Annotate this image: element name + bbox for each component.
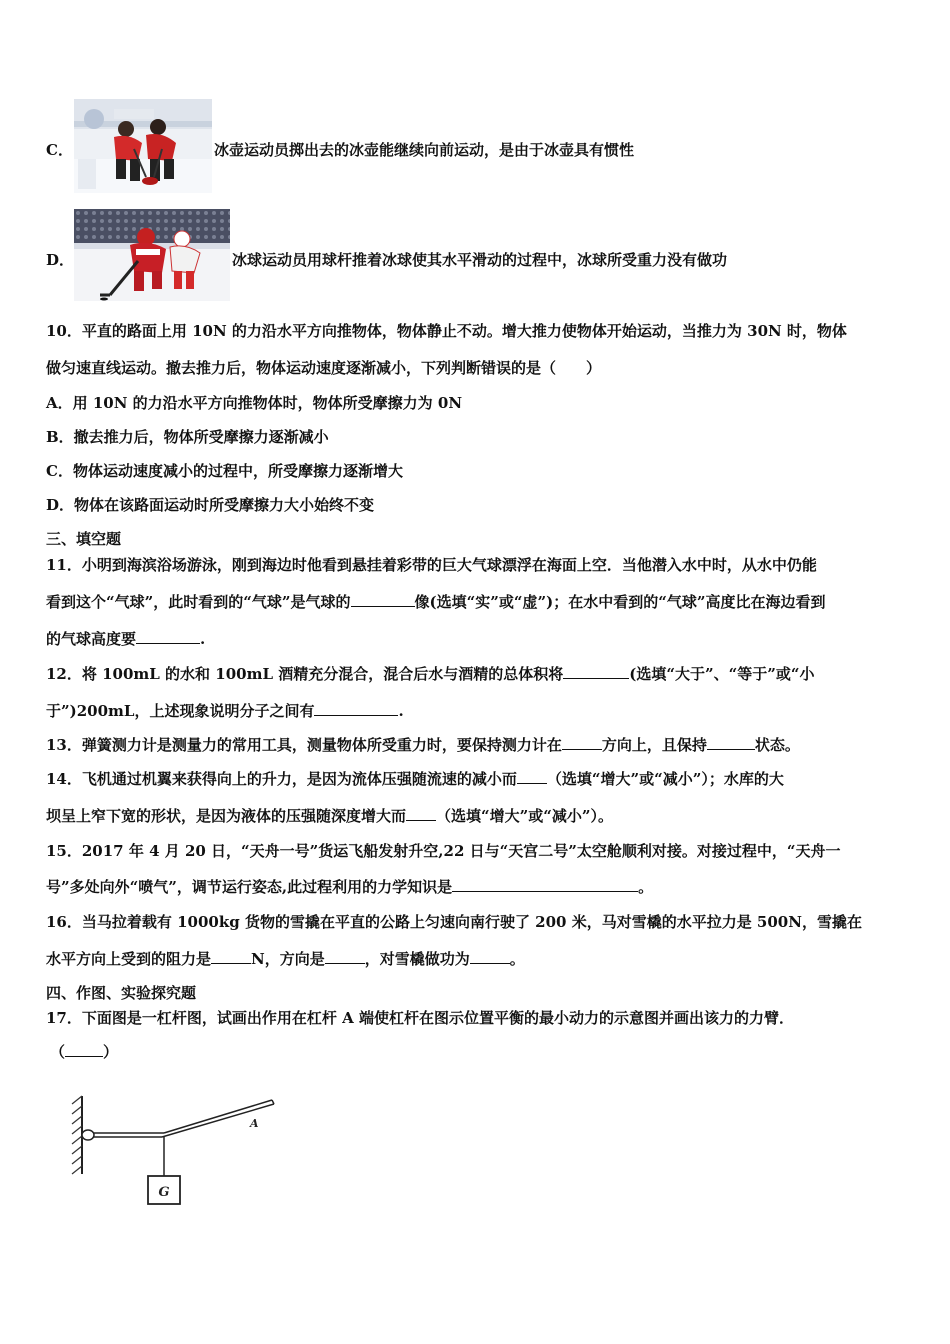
q10-option-d: D．物体在该路面运动时所受摩擦力大小始终不变 <box>46 496 375 514</box>
q17-answer-close: ） <box>103 1043 119 1061</box>
q15-line2-text-a: 号”多处向外“喷气”，调节运行姿态,此过程利用的力学知识是 <box>46 878 453 896</box>
pivot-icon <box>82 1130 94 1140</box>
q11-line1: 11．小明到海滨浴场游泳，刚到海边时他看到悬挂着彩带的巨大气球漂浮在海面上空．当他潜入水中时，从水中仍能 <box>46 556 817 574</box>
q13-text-a: 13．弹簧测力计是测量力的常用工具，测量物体所受重力时，要保持测力计在 <box>46 736 562 754</box>
q15-line2-text-b: 。 <box>638 878 654 896</box>
point-a-label: A <box>250 1117 259 1130</box>
q10-line2: 做匀速直线运动。撤去推力后，物体运动速度逐渐减小，下列判断错误的是（ ） <box>46 359 602 377</box>
q13-text-c: 状态。 <box>754 736 800 754</box>
weight-label: G <box>158 1185 170 1200</box>
q12-line2 <box>46 701 404 721</box>
q15-line1: 15．2017 年 4 月 20 日，“天舟一号”货运飞船发射升空,22 日与“天宫二号”太空舱顺利对接。对接过程中，“天舟一 <box>46 842 841 860</box>
q12-line1 <box>46 664 814 684</box>
q11-line2 <box>46 592 825 612</box>
q13-line <box>46 735 800 755</box>
q12-line1-text-b: (选填“大于”、“等于”或“小 <box>629 665 815 683</box>
q14-line1-text-a: 14．飞机通过机翼来获得向上的升力，是因为流体压强随流速的减小而 <box>46 770 517 788</box>
wall-hatching <box>72 1096 82 1174</box>
q9-c-text: 冰壶运动员掷出去的冰壶能继续向前运动，是由于冰壶具有惯性 <box>214 141 635 159</box>
q16-line2 <box>46 949 525 969</box>
q16-blank-3[interactable] <box>470 949 510 964</box>
q12-line2-text-b: . <box>398 702 404 720</box>
q14-line1 <box>46 769 784 789</box>
curling-photo <box>74 99 212 193</box>
q14-line2-text-b: （选填“增大”或“减小”）。 <box>436 807 614 825</box>
q16-line2-text-c: ，对雪橇做功为 <box>364 950 470 968</box>
q13-blank-1[interactable] <box>562 735 602 750</box>
q16-line1: 16．当马拉着载有 1000kg 货物的雪撬在平直的公路上匀速向南行驶了 200 米，马对雪橇的水平拉力是 500N，雪撬在 <box>46 913 862 931</box>
q11-line3-text-b: . <box>200 630 206 648</box>
q10-option-c: C．物体运动速度减小的过程中，所受摩擦力逐渐增大 <box>46 462 403 480</box>
q11-blank-2[interactable] <box>136 629 200 644</box>
q11-line2-text-a: 看到这个“气球”，此时看到的“气球”是气球的 <box>46 593 351 611</box>
q16-line2-text-b: N，方向是 <box>251 950 325 968</box>
section-4-heading: 四、作图、实验探究题 <box>46 984 197 1002</box>
q14-blank-1[interactable] <box>517 769 547 784</box>
q14-line1-text-b: （选填“增大”或“减小”）；水库的大 <box>546 770 784 788</box>
q12-blank-2[interactable] <box>314 701 398 716</box>
q14-line2 <box>46 806 613 826</box>
q12-line2-text-a: 于”)200mL，上述现象说明分子之间有 <box>46 702 315 720</box>
q16-line2-text-a: 水平方向上受到的阻力是 <box>46 950 212 968</box>
q16-blank-1[interactable] <box>211 949 251 964</box>
q10-option-a: A．用 10N 的力沿水平方向推物体时，物体所受摩擦力为 0N <box>46 394 463 412</box>
q11-line3 <box>46 629 205 649</box>
q11-blank-1[interactable] <box>351 592 415 607</box>
q17-line1: 17．下面图是一杠杆图，试画出作用在杠杆 A 端使杠杆在图示位置平衡的最小动力的示意图并画出该力的力臂． <box>46 1009 794 1027</box>
q12-line1-text-a: 12．将 100mL 的水和 100mL 酒精充分混合，混合后水与酒精的总体积将 <box>46 665 564 683</box>
q11-line3-text-a: 的气球高度要 <box>46 630 137 648</box>
q14-line2-text-a: 坝呈上窄下宽的形状，是因为液体的压强随深度增大而 <box>46 807 407 825</box>
section-3-heading: 三、填空题 <box>46 530 122 548</box>
q17-answer <box>50 1042 118 1062</box>
q15-blank[interactable] <box>452 877 638 892</box>
q14-blank-2[interactable] <box>406 806 436 821</box>
q16-blank-2[interactable] <box>325 949 365 964</box>
q16-line2-text-d: 。 <box>509 950 525 968</box>
q17-answer-blank[interactable] <box>65 1042 103 1057</box>
q17-answer-open: （ <box>50 1043 66 1061</box>
q15-line2 <box>46 877 653 897</box>
ice-hockey-photo <box>74 209 230 301</box>
q11-line2-text-b: 像(选填“实”或“虚”)；在水中看到的“气球”高度比在海边看到 <box>414 593 826 611</box>
q10-option-b: B．撤去推力后，物体所受摩擦力逐渐减小 <box>46 428 329 446</box>
q10-line1: 10．平直的路面上用 10N 的力沿水平方向推物体，物体静止不动。增大推力使物体开始运动，当推力为 30N 时，物体 <box>46 322 847 340</box>
q9-d-label: D． <box>46 251 75 269</box>
q12-blank-1[interactable] <box>563 664 629 679</box>
q13-blank-2[interactable] <box>707 735 755 750</box>
q9-c-label: C． <box>46 141 73 159</box>
lever-diagram <box>60 1090 280 1210</box>
q13-text-b: 方向上，且保持 <box>601 736 707 754</box>
q9-d-text: 冰球运动员用球杆推着冰球使其水平滑动的过程中，冰球所受重力没有做功 <box>232 251 728 269</box>
